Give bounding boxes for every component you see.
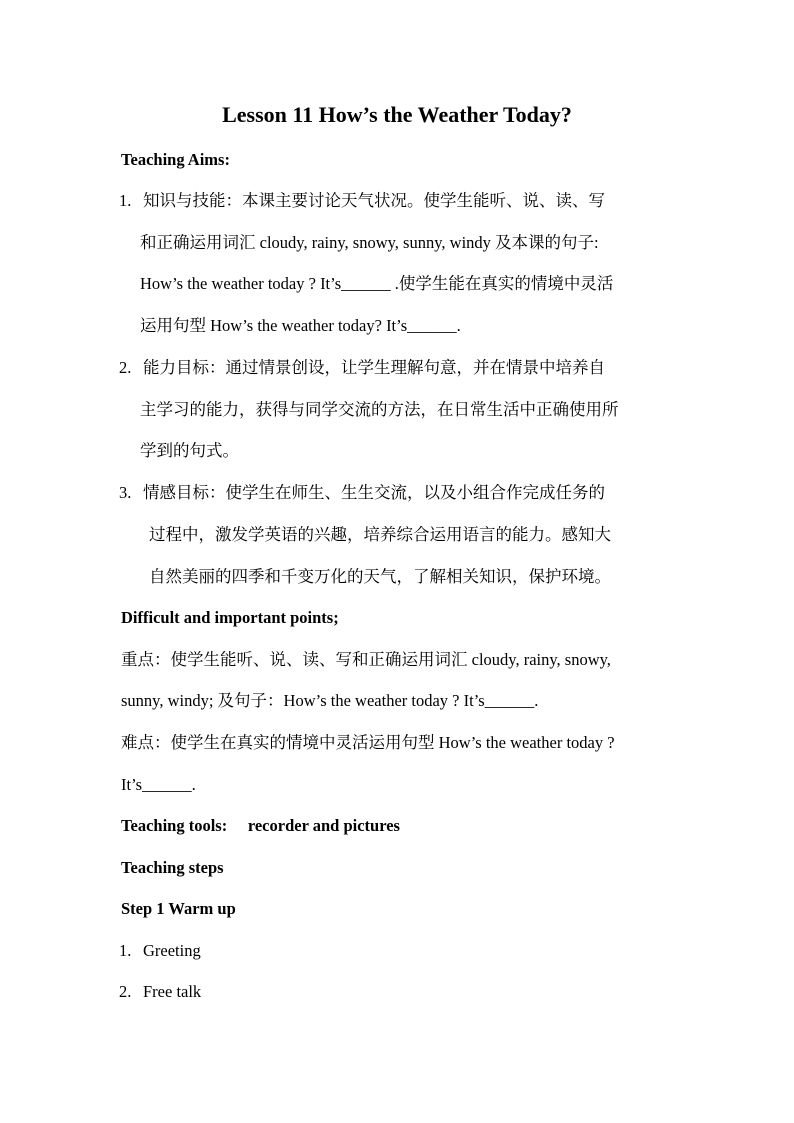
aim-item-2: [119, 357, 605, 379]
step-item-number: 1.: [119, 941, 132, 960]
teaching-aims-heading: Teaching Aims:: [121, 150, 230, 169]
aim-line: 主学习的能力，获得与同学交流的方法，在日常生活中正确使用所: [140, 400, 619, 419]
difficult-point-line: It’s______.: [121, 775, 196, 794]
teaching-tools: Teaching tools: recorder and pictures: [121, 816, 400, 835]
aim-line: 情感目标：使学生在师生、生生交流，以及小组合作完成任务的: [143, 483, 605, 502]
aim-line: 自然美丽的四季和千变万化的天气，了解相关知识，保护环境。: [149, 567, 611, 586]
aim-number: 1.: [119, 191, 132, 210]
step-item-text: Greeting: [143, 941, 201, 960]
aim-line: 学到的句式。: [140, 441, 239, 460]
aim-item-3: [119, 482, 605, 504]
aim-number: 3.: [119, 483, 132, 502]
step-item: [119, 940, 201, 962]
aim-line: 能力目标：通过情景创设，让学生理解句意，并在情景中培养自: [143, 358, 605, 377]
step-item: [119, 981, 201, 1003]
aim-line: 和正确运用词汇 cloudy, rainy, snowy, sunny, windy 及本课的句子:: [140, 233, 599, 252]
key-point-line: 重点：使学生能听、说、读、写和正确运用词汇 cloudy, rainy, snowy,: [121, 650, 611, 669]
aim-line: How’s the weather today ? It’s______ .使学生能在真实的情境中灵活: [140, 274, 614, 293]
lesson-title: Lesson 11 How’s the Weather Today?: [222, 102, 572, 127]
difficult-point-line: 难点：使学生在真实的情境中灵活运用句型 How’s the weather today ?: [121, 733, 615, 752]
aim-number: 2.: [119, 358, 132, 377]
aim-line: 过程中，激发学英语的兴趣，培养综合运用语言的能力。感知大: [149, 525, 611, 544]
step-item-number: 2.: [119, 982, 132, 1001]
aim-line: 知识与技能：本课主要讨论天气状况。使学生能听、说、读、写: [143, 191, 605, 210]
step-1-heading: Step 1 Warm up: [121, 899, 236, 918]
step-item-text: Free talk: [143, 982, 202, 1001]
aim-line: 运用句型 How’s the weather today? It’s______.: [140, 316, 461, 335]
difficult-points-heading: Difficult and important points;: [121, 608, 339, 627]
key-point-line: sunny, windy; 及句子：How’s the weather today ? It’s______.: [121, 691, 539, 710]
aim-item-1: [119, 190, 605, 212]
teaching-steps-heading: Teaching steps: [121, 858, 224, 877]
